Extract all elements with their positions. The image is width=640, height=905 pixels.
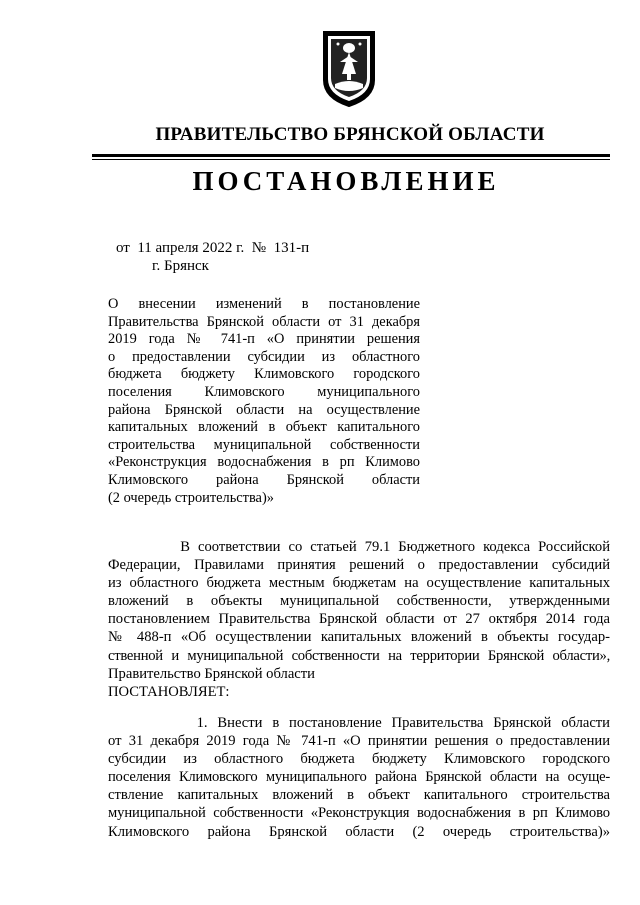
- header-rule-thick: [92, 154, 610, 157]
- item-1-line: от 31 декабря 2019 года № 741-п «О принятии решения о предоставлении: [108, 733, 610, 750]
- subject-block: [108, 296, 420, 507]
- subject-line: (2 очередь строительства)»: [108, 489, 274, 506]
- document-type-title: ПОСТАНОВЛЕНИЕ: [192, 166, 500, 196]
- subject-line: Климовского района Брянской области: [108, 471, 420, 488]
- subject-line: «Реконструкция водоснабжения в рп Климово: [108, 454, 420, 471]
- preamble-line: В соответствии со статьей 79.1 Бюджетного кодекса Российской: [108, 539, 610, 555]
- city-line: г. Брянск: [152, 258, 209, 274]
- item-1-line: 1. Внести в постановление Правительства Брянской области: [108, 715, 610, 731]
- item-1-line: муниципальной собственности «Реконструкция водоснабжения в рп Климово: [108, 805, 610, 822]
- preamble-line: Федерации, Правилами принятия решений о предоставлении субсидий: [108, 557, 610, 574]
- header-rule-thin: [92, 159, 610, 160]
- preamble-line: № 488-п «Об осуществлении капитальных вложений в объекты государ-: [108, 629, 610, 646]
- subject-line: поселения Климовского муниципального: [108, 383, 420, 400]
- date-number-line: от 11 апреля 2022 г. № 131-п: [116, 240, 310, 256]
- preamble-line: Правительство Брянской области: [108, 665, 315, 682]
- item-1-paragraph: [108, 714, 610, 841]
- preamble-paragraph: [108, 538, 610, 701]
- preamble-line: из областного бюджета местным бюджетам на осуществление капитальных: [108, 575, 610, 592]
- item-1-line: субсидии из областного бюджета бюджету Климовского городского: [108, 751, 610, 768]
- preamble-line: постановлением Правительства Брянской области от 27 октября 2014 года: [108, 611, 610, 628]
- subject-line: бюджета бюджету Климовского городского: [108, 366, 420, 383]
- subject-line: Правительства Брянской области от 31 декабря: [108, 313, 420, 330]
- subject-line: строительства муниципальной собственности: [108, 436, 420, 453]
- coat-of-arms-icon: [318, 28, 380, 108]
- subject-line: о предоставлении субсидии из областного: [108, 348, 420, 365]
- item-1-line: поселения Климовского муниципального района Брянской области на осуще-: [108, 769, 610, 786]
- subject-line: района Брянской области на осуществление: [108, 401, 420, 418]
- item-1-line: ствление капитальных вложений в объект капитального строительства: [108, 787, 610, 804]
- subject-line: 2019 года № 741-п «О принятии решения: [108, 331, 420, 348]
- subject-line: капитальных вложений в объект капитального: [108, 419, 420, 436]
- subject-line: О внесении изменений в постановление: [108, 296, 420, 312]
- resolves-heading: ПОСТАНОВЛЯЕТ:: [108, 683, 230, 700]
- government-name: ПРАВИТЕЛЬСТВО БРЯНСКОЙ ОБЛАСТИ: [155, 124, 545, 145]
- preamble-line: вложений в объекты муниципальной собственности, утвержденными: [108, 593, 610, 610]
- preamble-line: ственной и муниципальной собственности на территории Брянской области»,: [108, 647, 610, 664]
- item-1-line: Климовского района Брянской области (2 очередь строительства)»: [108, 823, 610, 840]
